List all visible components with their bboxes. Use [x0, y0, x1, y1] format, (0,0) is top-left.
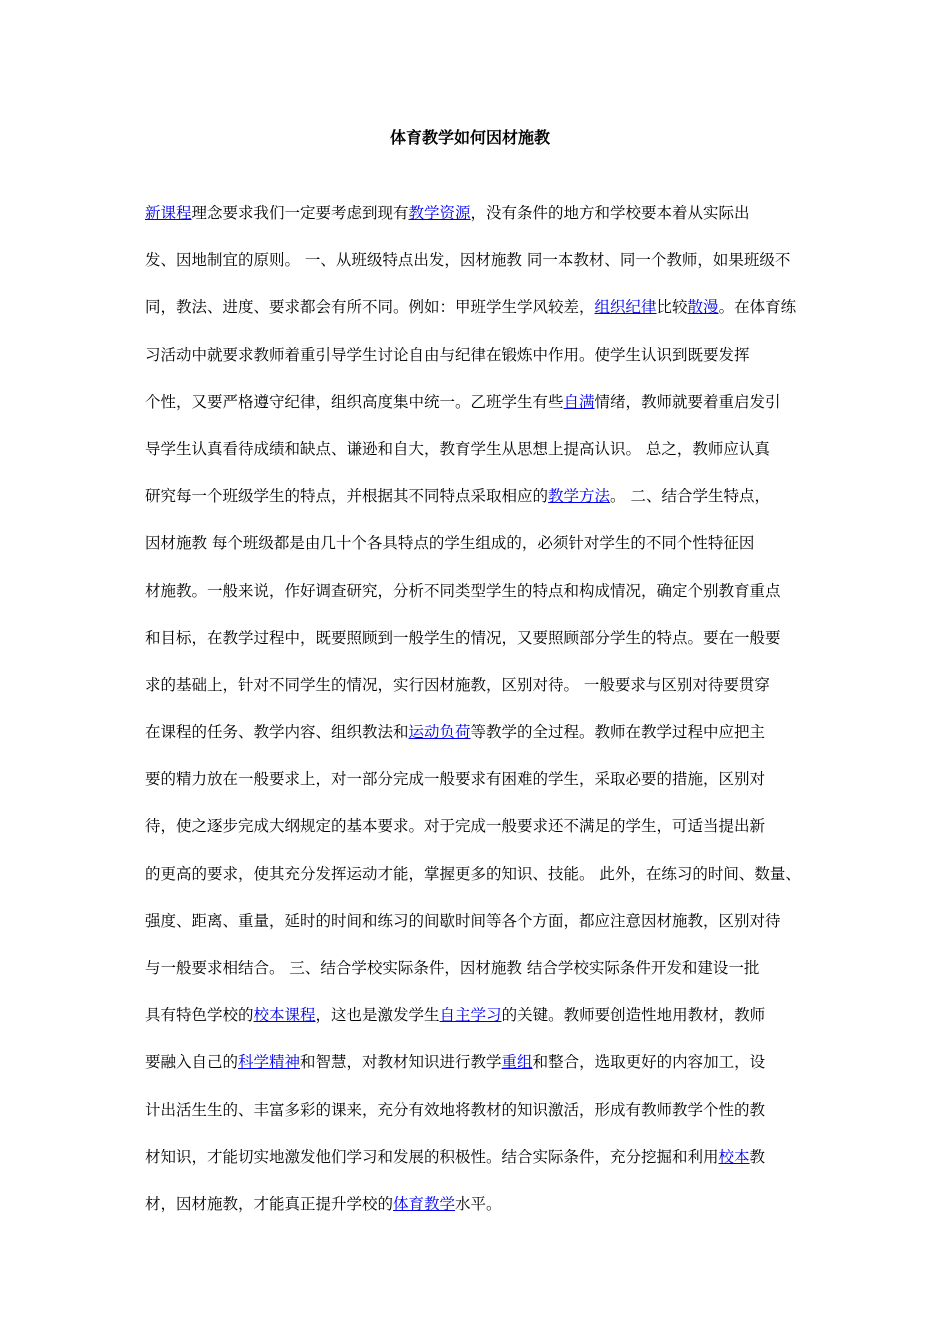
text-line [145, 709, 815, 756]
text-segment: 和整合，选取更好的内容加工，设 [532, 1053, 766, 1072]
text-segment: 等教学的全过程。教师在教学过程中应把主 [470, 723, 766, 742]
text-segment: 情绪，教师就要着重启发引 [594, 392, 781, 411]
text-segment: 因材施教 每个班级都是由几十个各具特点的学生组成的，必须针对学生的不同个性特征因 [145, 534, 755, 553]
text-line [145, 426, 815, 473]
text-segment: 待，使之逐步完成大纲规定的基本要求。对于完成一般要求还不满足的学生，可适当提出新 [145, 817, 766, 836]
text-line [145, 945, 815, 992]
text-segment: 比较 [656, 298, 688, 317]
text-segment: ，没有条件的地方和学校要本着从实际出 [470, 204, 750, 222]
text-line [145, 568, 815, 615]
text-segment: 在课程的任务、教学内容、组织教法和 [145, 723, 409, 742]
document-body [145, 190, 815, 1228]
text-line [145, 756, 815, 803]
text-segment: 要的精力放在一般要求上，对一部分完成一般要求有困难的学生，采取必要的措施，区别对 [145, 770, 766, 789]
text-segment: 教 [749, 1147, 766, 1166]
document-title: 体育教学如何因材施教 [389, 128, 550, 147]
text-segment: 。 二、结合学生特点， [610, 487, 770, 506]
inline-link[interactable]: 自主学习 [439, 1006, 502, 1025]
text-segment: 的关键。教师要创造性地用教材，教师 [501, 1006, 766, 1025]
inline-link[interactable]: 教学方法 [548, 487, 611, 506]
text-segment: 研究每一个班级学生的特点，并根据其不同特点采取相应的 [145, 487, 549, 506]
text-segment: 强度、距离、重量，延时的时间和练习的间歇时间等各个方面，都应注意因材施教，区别对待 [145, 911, 781, 930]
text-line [145, 851, 815, 898]
inline-link[interactable]: 校本课程 [253, 1006, 316, 1025]
text-segment: 要融入自己的 [145, 1053, 239, 1072]
text-segment: 求的基础上，针对不同学生的情况，实行因材施教，区别对待。 一般要求与区别对待要贯穿 [145, 675, 770, 694]
text-line [145, 332, 815, 379]
inline-link[interactable]: 校本 [718, 1147, 750, 1166]
inline-link[interactable]: 散漫 [687, 298, 719, 317]
text-segment: 导学生认真看待成绩和缺点、谦逊和自大，教育学生从思想上提高认识。 总之，教师应认真 [145, 439, 770, 458]
text-line [145, 898, 815, 945]
text-segment: 材知识，才能切实地激发他们学习和发展的积极性。结合实际条件，充分挖掘和利用 [145, 1147, 719, 1166]
text-line [145, 1087, 815, 1134]
inline-link[interactable]: 新课程 [145, 204, 192, 222]
text-line [145, 992, 815, 1039]
inline-link[interactable]: 组织纪律 [594, 298, 657, 317]
text-line [145, 520, 815, 567]
text-segment: 的更高的要求，使其充分发挥运动才能，掌握更多的知识、技能。 此外，在练习的时间、数量、 [145, 864, 801, 883]
text-line [145, 190, 815, 237]
text-segment: 理念要求我们一定要考虑到现有 [191, 204, 409, 222]
text-segment: 水平。 [455, 1194, 502, 1213]
text-line [145, 237, 815, 284]
text-segment: 计出活生生的、丰富多彩的课来，充分有效地将教材的知识激活，形成有教师教学个性的教 [145, 1100, 766, 1119]
text-line [145, 473, 815, 520]
text-line [145, 803, 815, 850]
text-segment: 个性，又要严格遵守纪律，组织高度集中统一。乙班学生有些 [145, 392, 564, 411]
text-segment: 与一般要求相结合。 三、结合学校实际条件，因材施教 结合学校实际条件开发和建设一批 [145, 959, 760, 977]
text-line [145, 284, 815, 331]
text-segment: 习活动中就要求教师着重引导学生讨论自由与纪律在锻炼中作用。使学生认识到既要发挥 [145, 345, 750, 364]
inline-link[interactable]: 体育教学 [393, 1194, 456, 1213]
inline-link[interactable]: 运动负荷 [408, 723, 471, 742]
inline-link[interactable]: 教学资源 [408, 204, 471, 222]
text-line [145, 1039, 815, 1086]
text-line [145, 615, 815, 662]
text-segment: 。在体育练 [718, 298, 797, 317]
text-segment: 材，因材施教，才能真正提升学校的 [145, 1194, 394, 1213]
inline-link[interactable]: 科学精神 [238, 1053, 301, 1072]
text-line [145, 1181, 815, 1228]
text-segment: 具有特色学校的 [145, 1006, 254, 1025]
text-segment: ，这也是激发学生 [315, 1006, 440, 1025]
text-segment: 发、因地制宜的原则。 一、从班级特点出发，因材施教 同一本教材、同一个教师，如果班级不 [145, 251, 791, 270]
text-segment: 和智慧，对教材知识进行教学 [300, 1053, 502, 1072]
text-segment: 和目标，在教学过程中，既要照顾到一般学生的情况，又要照顾部分学生的特点。要在一般要 [145, 628, 781, 647]
text-line [145, 1134, 815, 1181]
inline-link[interactable]: 自满 [563, 392, 595, 411]
text-segment: 同，教法、进度、要求都会有所不同。例如：甲班学生学风较差， [145, 298, 595, 317]
inline-link[interactable]: 重组 [501, 1053, 533, 1072]
text-line [145, 662, 815, 709]
text-segment: 材施教。一般来说，作好调查研究，分析不同类型学生的特点和构成情况，确定个别教育重点 [145, 581, 781, 600]
text-line [145, 379, 815, 426]
